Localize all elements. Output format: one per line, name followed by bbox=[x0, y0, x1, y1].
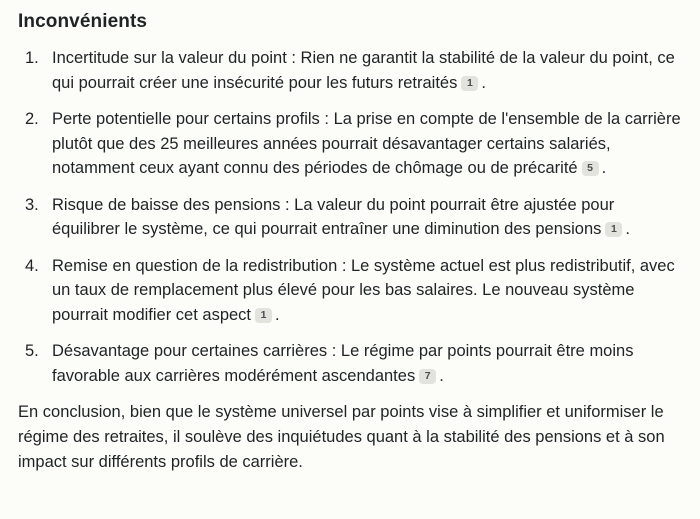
list-item-end: . bbox=[275, 305, 280, 324]
list-item bbox=[18, 254, 686, 328]
answer-content bbox=[18, 8, 686, 475]
list-item-number: 5. bbox=[25, 342, 39, 360]
drawbacks-list bbox=[18, 46, 686, 388]
citation-badge[interactable]: 1 bbox=[255, 308, 272, 323]
citation-badge[interactable]: 1 bbox=[461, 76, 478, 91]
list-item-end: . bbox=[439, 366, 444, 385]
list-item bbox=[18, 46, 686, 95]
citation-badge[interactable]: 1 bbox=[605, 222, 622, 237]
conclusion-paragraph: En conclusion, bien que le système universel par points vise à simplifier et uniformiser le régime des retraites, il soulève des inquiétudes quant à la stabilité des pensions et à son impact sur différents profils de carrière. bbox=[18, 403, 665, 471]
list-item-number: 2. bbox=[25, 110, 39, 128]
list-item-number: 4. bbox=[25, 256, 39, 275]
citation-badge[interactable]: 5 bbox=[582, 161, 599, 176]
list-item bbox=[18, 193, 686, 242]
section-heading: Inconvénients bbox=[18, 11, 148, 32]
list-item-text: Perte potentielle pour certains profils : La prise en compte de l'ensemble de la carrière plutôt que des 25 meilleures années pourrait désavantager certains salariés, notamment ceux ayant connu des périodes de chômage ou de précarité bbox=[52, 110, 681, 177]
list-item-number: 3. bbox=[25, 195, 39, 214]
citation-badge[interactable]: 7 bbox=[419, 369, 436, 384]
list-item-end: . bbox=[601, 159, 607, 177]
list-item-text: Incertitude sur la valeur du point : Rien ne garantit la stabilité de la valeur du point, ce qui pourrait créer une insécurité pour les futurs retraités bbox=[52, 49, 675, 92]
list-item-number: 1. bbox=[25, 49, 39, 67]
list-item-text: Remise en question de la redistribution : Le système actuel est plus redistributif, avec un taux de remplacement plus élevé pour les bas salaires. Le nouveau système pourrait modifier cet aspect bbox=[52, 256, 675, 324]
list-item-text: Risque de baisse des pensions : La valeur du point pourrait être ajustée pour équilibrer le système, ce qui pourrait entraîner une diminution des pensions bbox=[52, 195, 615, 238]
list-item-end: . bbox=[481, 73, 486, 92]
list-item bbox=[18, 339, 686, 388]
list-item-end: . bbox=[625, 220, 630, 238]
list-item-text: Désavantage pour certaines carrières : Le régime par points pourrait être moins favorable aux carrières modérément ascendantes bbox=[52, 342, 634, 385]
list-item bbox=[18, 107, 686, 181]
